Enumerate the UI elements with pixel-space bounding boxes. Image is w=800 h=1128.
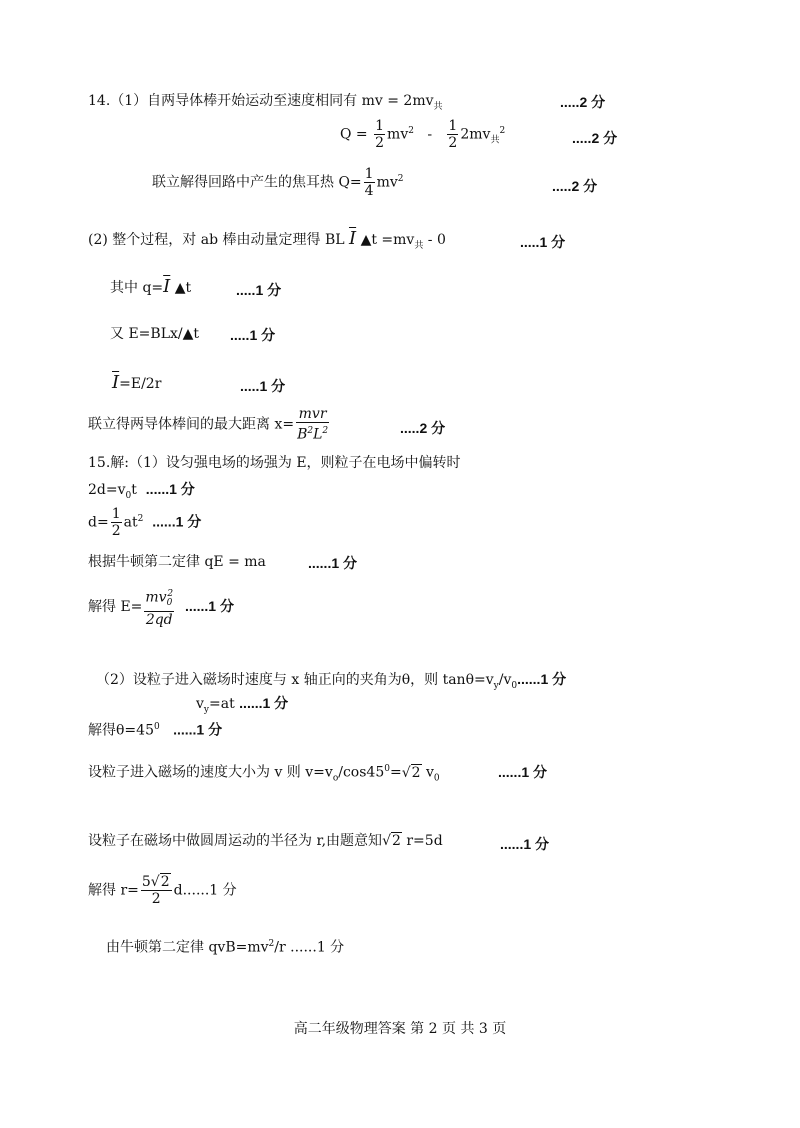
q14-line-1: 14.（1）自两导体棒开始运动至速度相同有 mv = $2mv_共$ xyxy=(88,93,443,112)
q14-line-3: 联立解得回路中产生的焦耳热 Q= $\frac{1}{4}$ $mv^2$ xyxy=(152,166,404,199)
q15-line-9: 设粒子进入磁场的速度大小为 v 则 $v=v_o/\cos 45^0=√2$ $v_0$ xyxy=(88,764,440,784)
q15-line-11: 解得 r= $\frac{5√2}{2}$ d......1 分 xyxy=(88,874,237,907)
q15-line-2: $2d=v_0t$ ......1 分 xyxy=(88,481,195,501)
q15-line-5: 解得 E= $\frac{mv_0^2}{2qd}$ ......1 分 xyxy=(88,586,234,628)
sqrt: √2 xyxy=(382,833,401,849)
q14-line-7: $\overline{I}=E/2r$ xyxy=(112,372,162,393)
q14-line-5: 其中 $q=\overline{I}$ ▲t xyxy=(110,276,192,297)
q15-line-10: 设粒子在磁场中做圆周运动的半径为 r,由题意知√2 r=5d xyxy=(88,833,443,849)
fraction: $\frac{mv_0^2}{2qd}$ xyxy=(144,586,174,628)
q15-line-1: 15.解:（1）设匀强电场的场强为 E，则粒子在电场中偏转时 xyxy=(88,455,461,471)
q15-line-7: $v_y=at$ ......1 分 xyxy=(196,695,289,715)
fraction: $\frac{\text{mvr}}{B^2L^2}$ xyxy=(297,406,329,443)
fraction: $\frac{1}{2}$ xyxy=(448,118,458,151)
fraction: $\frac{1}{2}$ xyxy=(375,118,385,151)
q14-line-8: 联立得两导体棒间的最大距离 x= $\frac{\text{mvr}}{B^2L^2}$ xyxy=(88,406,329,443)
q14-line-7-score: .....1 分 xyxy=(240,378,286,394)
q14-line-3-score: .....2 分 xyxy=(552,178,598,194)
q14-line-6: 又 E=BLx/▲t xyxy=(110,326,199,342)
q15-line-4: 根据牛顿第二定律 qE = ma xyxy=(88,554,266,570)
fraction: $\frac{5√2}{2}$ xyxy=(141,874,170,907)
q15-line-4-score: ......1 分 xyxy=(308,555,358,571)
q15-line-12: 由牛顿第二定律 $qvB=mv^2/r$ ......1 分 xyxy=(106,939,345,956)
fraction: $\frac{1}{4}$ xyxy=(364,166,374,199)
q14-q-score: .....2 分 xyxy=(572,130,618,146)
q15-line-8: 解得$\theta=45^0$ ......1 分 xyxy=(88,721,223,739)
q14-line-8-score: .....2 分 xyxy=(400,420,446,436)
page-footer: 高二年级物理答案 第 2 页 共 3 页 xyxy=(293,1021,507,1037)
fraction: $\frac{1}{2}$ xyxy=(111,506,121,539)
q14-line-6-score: .....1 分 xyxy=(230,327,276,343)
q14-part-2-score: .....1 分 xyxy=(520,234,566,250)
sqrt: √2 xyxy=(401,764,421,781)
q14-q-equation: Q = $\frac{1}{2}$ $mv^2$ - $\frac{1}{2}$ $2mv_共^2$ xyxy=(340,118,506,151)
q14-line-1-score: .....2 分 xyxy=(560,94,606,110)
q15-line-10-score: ......1 分 xyxy=(500,836,550,852)
q15-line-9-score: ......1 分 xyxy=(498,764,548,780)
q15-line-6: （2）设粒子进入磁场时速度与 x 轴正向的夹角为θ，则 $\tan\theta=v_y/v_0......1$ 分 xyxy=(96,671,567,691)
q14-line-5-score: .....1 分 xyxy=(236,282,282,298)
q14-part-2: (2) 整个过程，对 ab 棒由动量定理得 BL $\overline{I}$ ▲t $=mv_共 - 0$ xyxy=(88,228,446,251)
sqrt: √2 xyxy=(150,874,170,890)
q15-line-3: d= $\frac{1}{2}$ $at^2$ ......1 分 xyxy=(88,506,202,539)
